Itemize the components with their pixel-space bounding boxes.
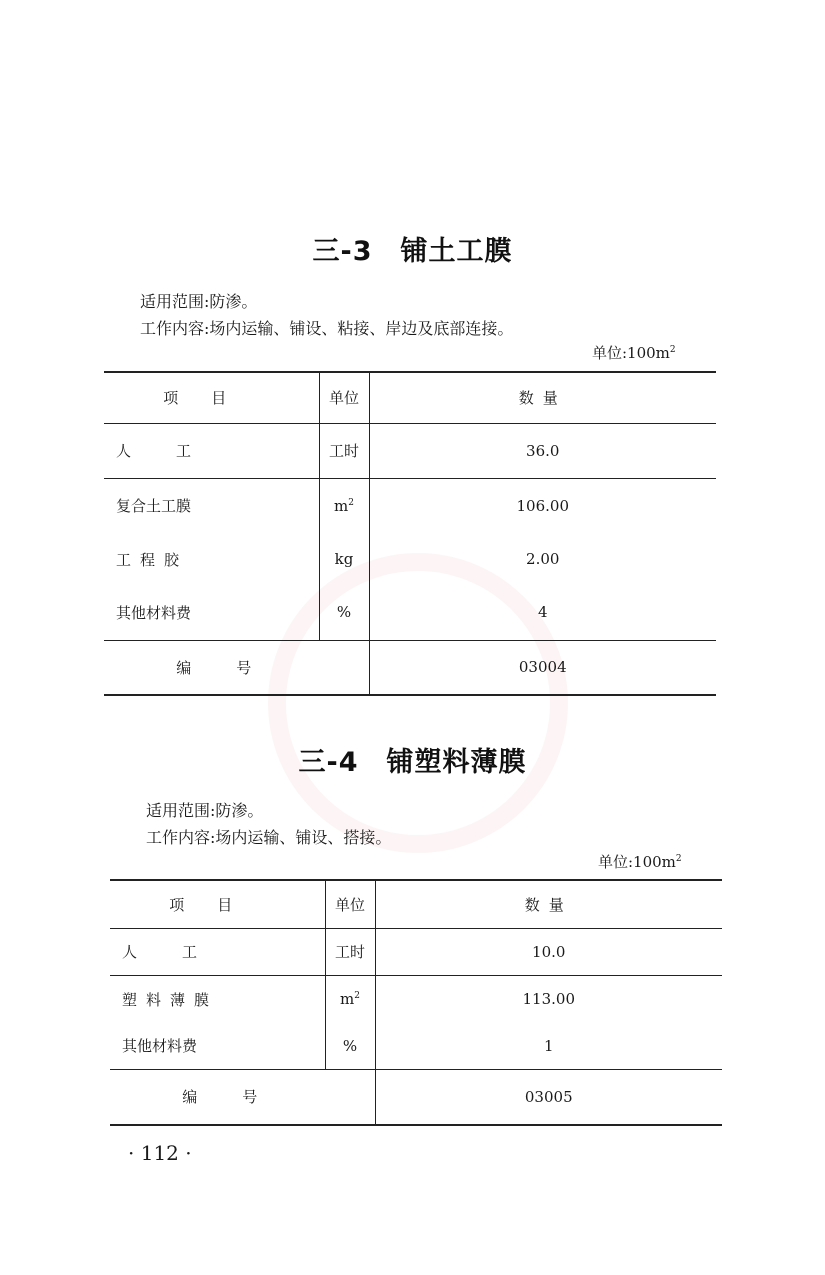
row-quantity: 113.00 [375, 975, 722, 1023]
table-row [104, 478, 716, 533]
row-item: 人工 [104, 423, 319, 478]
section-number: 三-4 [298, 747, 359, 778]
row-unit: 工时 [325, 928, 375, 975]
row-quantity: 2.00 [369, 533, 716, 585]
section-number: 三-3 [312, 236, 373, 267]
row-quantity: 1 [375, 1023, 722, 1069]
header-unit: 单位 [325, 880, 375, 928]
table-code-row [104, 640, 716, 695]
table-row [104, 585, 716, 640]
row-quantity: 106.00 [369, 478, 716, 533]
table-header-row [104, 372, 716, 423]
work-content-text: 工作内容:场内运输、铺设、粘接、岸边及底部连接。 [140, 319, 514, 338]
header-quantity: 数量 [375, 880, 722, 928]
row-unit: $m^2$ [325, 975, 375, 1023]
row-unit: % [319, 585, 369, 640]
unit-label: 单位$:100m^2$ [598, 853, 682, 871]
row-item: 其他材料费 [110, 1023, 325, 1069]
table-code-row [110, 1069, 722, 1125]
unit-label: 单位$:100m^2$ [592, 344, 676, 362]
code-label: 编号 [104, 640, 369, 695]
row-unit: kg [319, 533, 369, 585]
table-row [110, 975, 722, 1023]
table-header-row [110, 880, 722, 928]
quota-table-03004 [104, 371, 716, 696]
section-title: 铺塑料薄膜 [386, 747, 527, 778]
code-value: 03004 [369, 640, 716, 695]
row-unit: $m^2$ [319, 478, 369, 533]
table-row [104, 423, 716, 478]
header-item: 项目 [104, 372, 319, 423]
scope-text: 适用范围:防渗。 [146, 801, 264, 820]
scope-text: 适用范围:防渗。 [140, 292, 258, 311]
table-row [104, 533, 716, 585]
section-heading-3-3 [0, 229, 825, 268]
section-heading-3-4 [0, 740, 825, 779]
row-item: 工程胶 [104, 533, 319, 585]
page-number: · 112 · [128, 1141, 192, 1165]
row-quantity: 4 [369, 585, 716, 640]
row-unit: % [325, 1023, 375, 1069]
work-content-text: 工作内容:场内运输、铺设、搭接。 [146, 828, 392, 847]
code-label: 编号 [110, 1069, 375, 1125]
header-quantity: 数量 [369, 372, 716, 423]
table-row [110, 928, 722, 975]
table-row [110, 1023, 722, 1069]
row-item: 复合土工膜 [104, 478, 319, 533]
code-value: 03005 [375, 1069, 722, 1125]
row-item: 其他材料费 [104, 585, 319, 640]
row-unit: 工时 [319, 423, 369, 478]
header-item: 项目 [110, 880, 325, 928]
row-quantity: 10.0 [375, 928, 722, 975]
row-quantity: 36.0 [369, 423, 716, 478]
row-item: 人工 [110, 928, 325, 975]
row-item: 塑料薄膜 [110, 975, 325, 1023]
section-title: 铺土工膜 [400, 236, 513, 267]
header-unit: 单位 [319, 372, 369, 423]
quota-table-03005 [110, 879, 722, 1126]
